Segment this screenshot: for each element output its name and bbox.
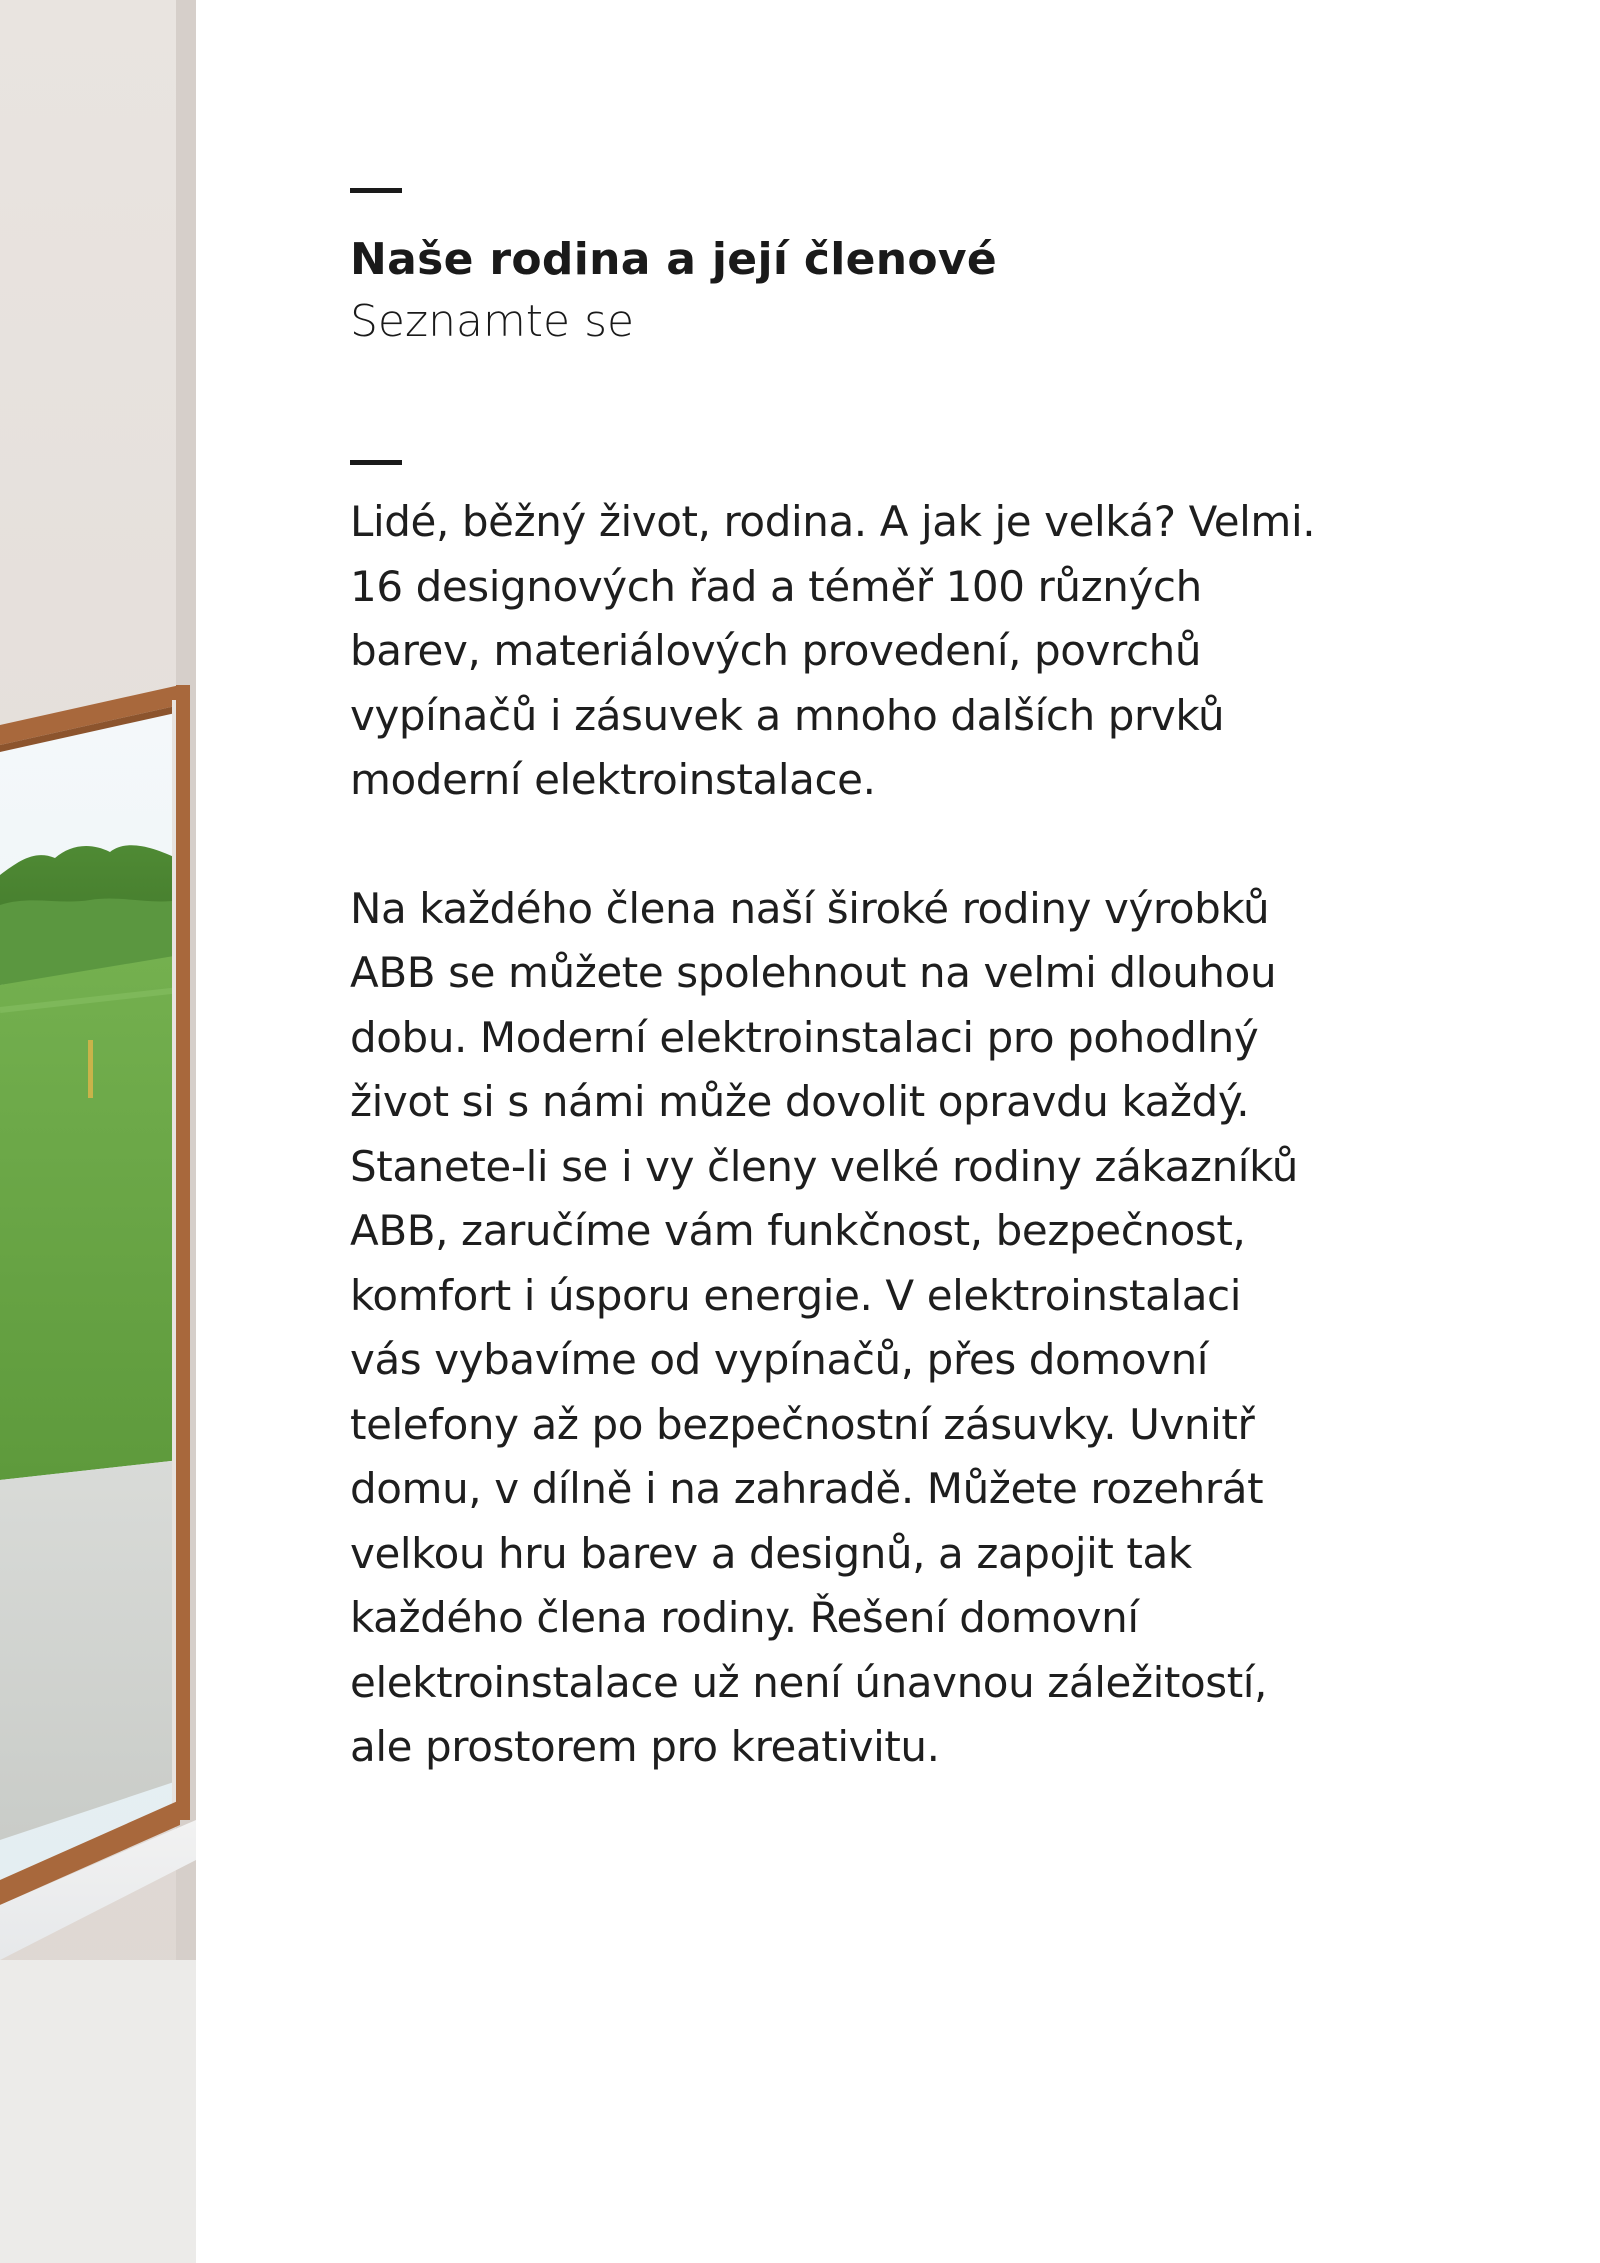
window-view-photo [0, 0, 196, 2263]
paragraph-line: elektroinstalace už není únavnou záležitostí, [350, 1657, 1268, 1707]
paragraph-line: domu, v dílně i na zahradě. Můžete rozehrát [350, 1464, 1264, 1513]
paragraph-line: vypínačů i zásuvek a mnoho dalších prvků [350, 690, 1225, 740]
middle-dash-rule [350, 460, 402, 465]
paragraph-line: ABB, zaručíme vám funkčnost, bezpečnost, [350, 1206, 1246, 1255]
main-paragraph [350, 877, 1490, 1780]
section-title: Naše rodina a její členové [350, 234, 998, 285]
paragraph-line: komfort i úsporu energie. V elektroinstalaci [350, 1270, 1242, 1320]
paragraph-line: vás vybavíme od vypínačů, přes domovní [350, 1335, 1209, 1384]
paragraph-line: život si s námi může dovolit opravdu každý. [350, 1077, 1250, 1126]
section-subtitle: Seznamte se [350, 296, 635, 347]
paragraph-line: velkou hru barev a designů, a zapojit tak [350, 1528, 1192, 1578]
paragraph-line: každého člena rodiny. Řešení domovní [350, 1593, 1139, 1642]
window-photo-illustration [0, 0, 196, 2263]
paragraph-line: Stanete-li se i vy členy velké rodiny zákazníků [350, 1141, 1298, 1191]
paragraph-line: 16 designových řad a téměř 100 různých [350, 561, 1202, 611]
paragraph-line: ale prostorem pro kreativitu. [350, 1722, 940, 1771]
text-column [350, 188, 1490, 1780]
paragraph-line: Lidé, běžný život, rodina. A jak je velká? Velmi. [350, 497, 1316, 546]
top-dash-rule [350, 188, 402, 193]
paragraph-line: ABB se můžete spolehnout na velmi dlouhou [350, 948, 1277, 997]
paragraph-line: telefony až po bezpečnostní zásuvky. Uvnitř [350, 1399, 1255, 1449]
paragraph-line: dobu. Moderní elektroinstalaci pro pohodlný [350, 1012, 1259, 1062]
intro-paragraph [350, 490, 1490, 813]
paragraph-line: moderní elektroinstalace. [350, 755, 876, 804]
paragraph-line: barev, materiálových provedení, povrchů [350, 626, 1202, 675]
paragraph-line: Na každého člena naší široké rodiny výrobků [350, 883, 1270, 933]
